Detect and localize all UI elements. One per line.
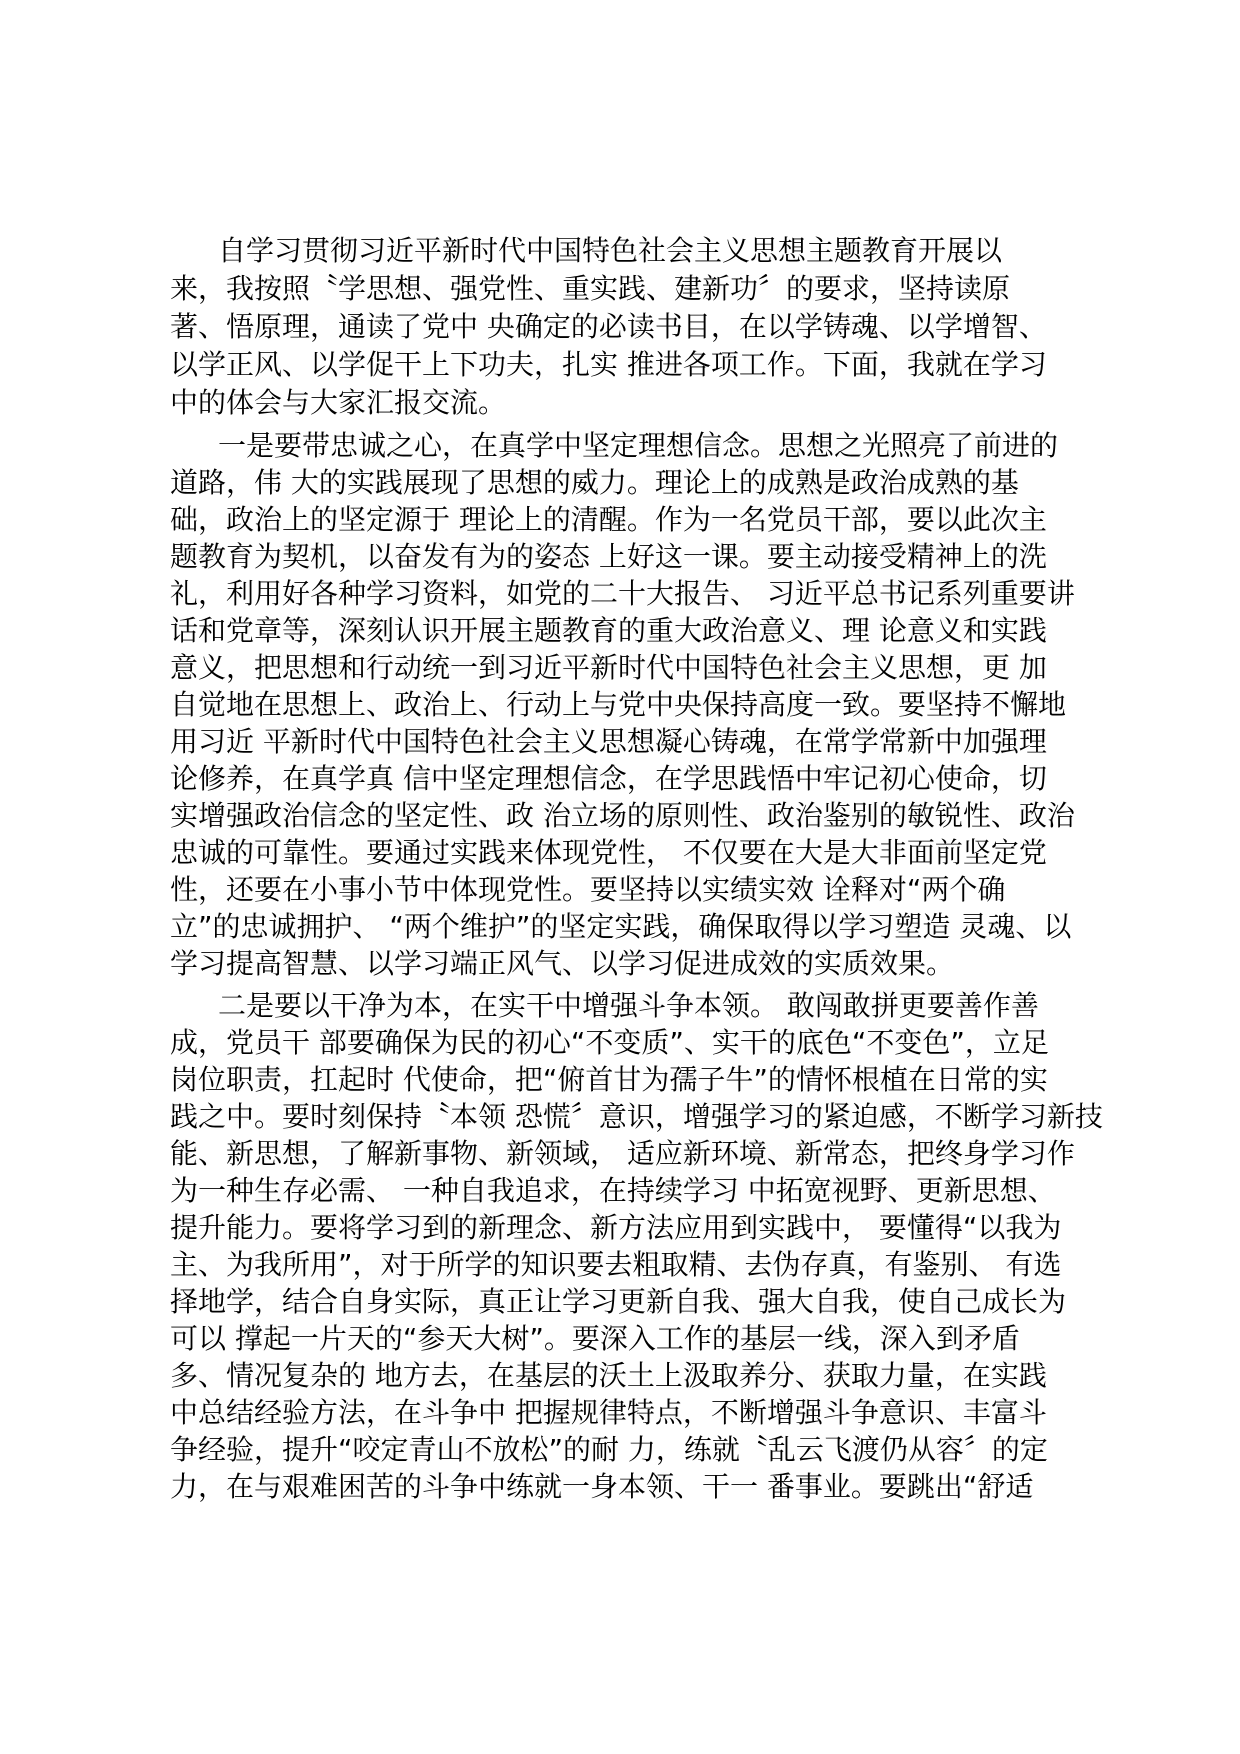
text-line: 能、新思想，了解新事物、新领域， 适应新环境、新常态，把终身学习作 — [170, 1137, 1075, 1170]
text-line: 成，党员干 部要确保为民的初心“不变质”、实干的底色“不变色”，立足 — [170, 1026, 1049, 1059]
text-line: 础，政治上的坚定源于 理论上的清醒。作为一名党员干部，要以此次主 — [170, 503, 1047, 536]
text-line: 多、情况复杂的 地方去，在基层的沃土上汲取养分、获取力量，在实践 — [170, 1359, 1047, 1392]
text-line: 用习近 平新时代中国特色社会主义思想凝心铸魂，在常学常新中加强理 — [170, 725, 1047, 758]
text-line: 著、悟原理，通读了党中 央确定的必读书目，在以学铸魂、以学增智、 — [170, 310, 1047, 343]
text-line: 意义，把思想和行动统一到习近平新时代中国特色社会主义思想，更 加 — [170, 651, 1047, 684]
text-line: 话和党章等，深刻认识开展主题教育的重大政治意义、理 论意义和实践 — [170, 614, 1047, 647]
text-line: 论修养，在真学真 信中坚定理想信念，在学思践悟中牢记初心使命，切 — [170, 762, 1047, 795]
text-line: 为一种生存必需、 一种自我追求，在持续学习 中拓宽视野、更新思想、 — [170, 1174, 1056, 1207]
text-line: 忠诚的可靠性。要通过实践来体现党性， 不仅要在大是大非面前坚定党 — [170, 836, 1047, 869]
text-line: 择地学，结合自身实际，真正让学习更新自我、强大自我，使自己成长为 — [170, 1285, 1067, 1318]
text-line: 一是要带忠诚之心，在真学中坚定理想信念。思想之光照亮了前进的 — [218, 429, 1059, 462]
text-line: 实增强政治信念的坚定性、政 治立场的原则性、政治鉴别的敏锐性、政治 — [170, 799, 1075, 832]
text-line: 中的体会与大家汇报交流。 — [170, 386, 507, 419]
text-line: 题教育为契机，以奋发有为的姿态 上好这一课。要主动接受精神上的洗 — [170, 540, 1047, 573]
text-line: 岗位职责，扛起时 代使命，把“俯首甘为孺子牛”的情怀根植在日常的实 — [170, 1063, 1048, 1096]
text-line: 学习提高智慧、以学习端正风气、以学习促进成效的实质效果。 — [170, 947, 955, 980]
text-line: 力，在与艰难困苦的斗争中练就一身本领、干一 番事业。要跳出“舒适 — [170, 1470, 1034, 1503]
text-line: 道路，伟 大的实践展现了思想的威力。理论上的成熟是政治成熟的基 — [170, 466, 1019, 499]
text-line: 践之中。要时刻保持〝本领 恐慌〞意识，增强学习的紧迫感，不断学习新技 — [170, 1100, 1103, 1133]
text-line: 性，还要在小事小节中体现党性。要坚持以实绩实效 诠释对“两个确 — [170, 873, 1006, 906]
text-line: 提升能力。要将学习到的新理念、新方法应用到实践中， 要懂得“以我为 — [170, 1211, 1062, 1244]
text-line: 自觉地在思想上、政治上、行动上与党中央保持高度一致。要坚持不懈地 — [170, 688, 1067, 721]
text-line: 可以 撑起一片天的“参天大树”。要深入工作的基层一线，深入到矛盾 — [170, 1322, 1020, 1355]
text-line: 争经验，提升“咬定青山不放松”的耐 力，练就〝乱云飞渡仍从容〞的定 — [170, 1433, 1048, 1466]
text-line: 自学习贯彻习近平新时代中国特色社会主义思想主题教育开展以 — [218, 234, 1003, 267]
text-line: 礼，利用好各种学习资料，如党的二十大报告、 习近平总书记系列重要讲 — [170, 577, 1075, 610]
text-line: 来，我按照〝学思想、强党性、重实践、建新功〞的要求，坚持读原 — [170, 272, 1011, 305]
text-line: 以学正风、以学促干上下功夫，扎实 推进各项工作。下面，我就在学习 — [170, 348, 1047, 381]
text-line: 二是要以干净为本，在实干中增强斗争本领。 敢闯敢拼更要善作善 — [218, 989, 1039, 1022]
text-line: 立”的忠诚拥护、 “两个维护”的坚定实践，确保取得以学习塑造 灵魂、以 — [170, 910, 1072, 943]
text-line: 主、为我所用”，对于所学的知识要去粗取精、去伪存真，有鉴别、 有选 — [170, 1248, 1062, 1281]
text-line: 中总结经验方法，在斗争中 把握规律特点，不断增强斗争意识、丰富斗 — [170, 1396, 1047, 1429]
